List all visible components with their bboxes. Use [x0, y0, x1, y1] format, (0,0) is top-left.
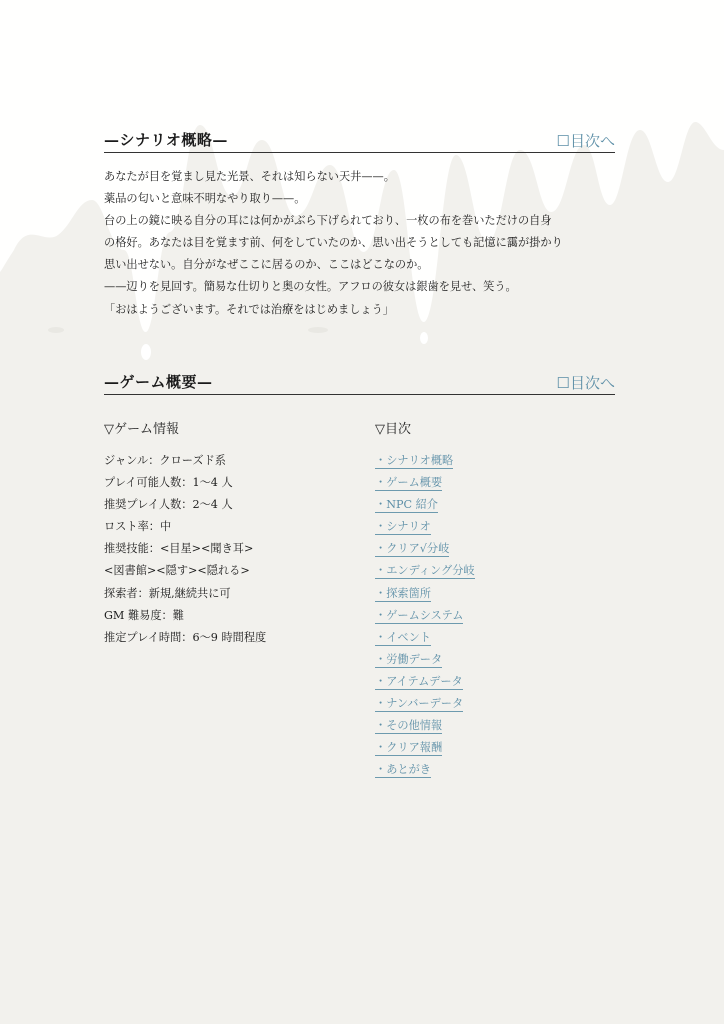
back-to-toc-link[interactable]: ☐目次へ [556, 374, 615, 392]
info-line-play-time: 推定プレイ時間：6〜9 時間程度 [104, 630, 267, 644]
info-line-lost-rate: ロスト率：中 [104, 520, 172, 534]
toc-item [375, 516, 475, 538]
toc-item [375, 737, 475, 759]
toc-item [375, 494, 475, 516]
game-info-list [104, 450, 266, 649]
info-line-recommended-players: 推奨プレイ人数：2〜4 人 [104, 498, 233, 512]
synopsis-line: の格好。あなたは目を覚ます前、何をしていたのか、思い出そうとしても記憶に靄が掛かり [104, 236, 563, 250]
overview-section-header [104, 370, 615, 395]
toc-item [375, 472, 475, 494]
toc-item [375, 759, 475, 781]
synopsis-text [104, 166, 644, 321]
toc-link[interactable]: ・クリア√分岐 [375, 542, 450, 556]
toc-link[interactable]: ・ゲーム概要 [375, 476, 443, 490]
toc-link[interactable]: ・労働データ [375, 652, 443, 666]
toc-item [375, 715, 475, 737]
toc-item [375, 450, 475, 472]
info-line-skills-continued: <図書館><隠す><隠れる> [104, 564, 250, 578]
toc-item [375, 627, 475, 649]
info-line-genre: ジャンル：クローズド系 [104, 454, 226, 467]
synopsis-line: 「おはようございます。それでは治療をはじめましょう」 [104, 302, 394, 316]
table-of-contents [375, 450, 475, 781]
toc-link[interactable]: ・ナンバーデータ [375, 697, 464, 711]
info-line-players: プレイ可能人数：1〜4 人 [104, 476, 233, 490]
synopsis-line: あなたが目を覚まし見た光景、それは知らない天井——。 [104, 170, 395, 183]
toc-item [375, 583, 475, 605]
synopsis-section-header [104, 128, 615, 153]
synopsis-line: 思い出せない。自分がなぜここに居るのか、ここはどこなのか。 [104, 258, 429, 272]
synopsis-line: 台の上の鏡に映る自分の耳には何かがぶら下げられており、一枚の布を巻いただけの自身 [104, 214, 552, 228]
toc-link[interactable]: ・クリア報酬 [375, 741, 443, 755]
toc-item [375, 671, 475, 693]
section-title-synopsis: —シナリオ概略— [104, 131, 228, 149]
toc-item [375, 538, 475, 560]
toc-link[interactable]: ・エンディング分岐 [375, 564, 475, 578]
toc-link[interactable]: ・NPC 紹介 [375, 498, 438, 512]
info-line-gm-difficulty: GM 難易度：難 [104, 608, 184, 622]
info-line-investigators: 探索者：新規,継続共に可 [104, 586, 231, 600]
toc-link[interactable]: ・ゲームシステム [375, 608, 464, 622]
toc-link[interactable]: ・アイテムデータ [375, 674, 463, 688]
toc-link[interactable]: ・シナリオ概略 [375, 454, 454, 467]
toc-item [375, 605, 475, 627]
toc-link[interactable]: ・シナリオ [375, 520, 431, 534]
toc-link[interactable]: ・あとがき [375, 763, 431, 777]
synopsis-line: 薬品の匂いと意味不明なやり取り——。 [104, 192, 306, 206]
info-line-skills: 推奨技能：<目星><聞き耳> [104, 542, 254, 556]
toc-link[interactable]: ・イベント [375, 630, 431, 644]
toc-link[interactable]: ・その他情報 [375, 719, 443, 733]
toc-link[interactable]: ・探索箇所 [375, 586, 431, 600]
toc-item [375, 560, 475, 582]
toc-heading: ▽目次 [375, 422, 411, 437]
section-title-overview: —ゲーム概要— [104, 373, 213, 391]
toc-item [375, 693, 475, 715]
game-info-heading: ▽ゲーム情報 [104, 422, 179, 437]
synopsis-line: ——辺りを見回す。簡易な仕切りと奥の女性。アフロの彼女は銀歯を見せ、笑う。 [104, 280, 517, 294]
back-to-toc-link[interactable]: ☐目次へ [556, 132, 615, 150]
toc-item [375, 649, 475, 671]
